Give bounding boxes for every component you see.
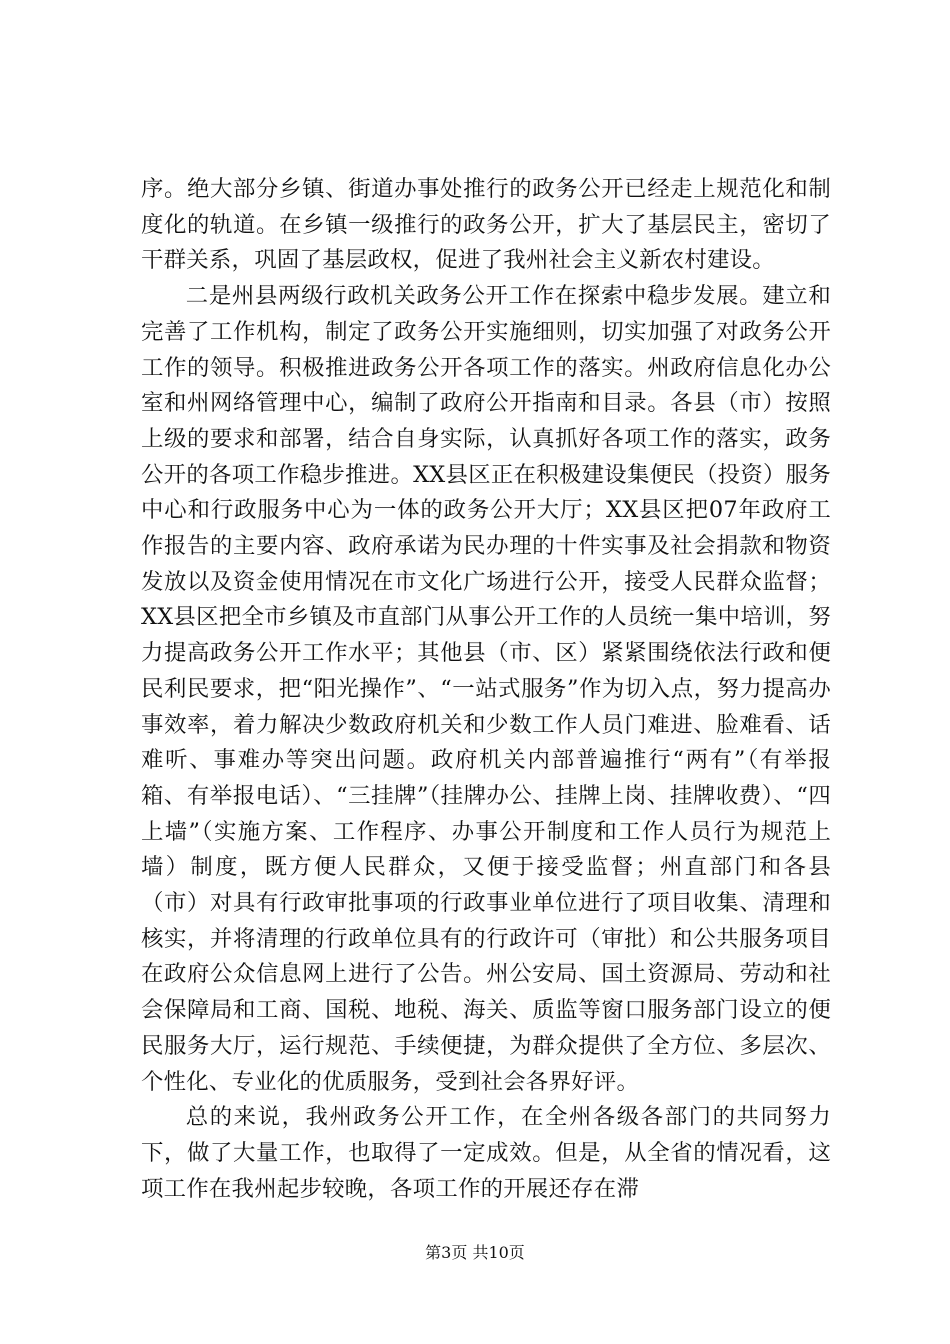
- paragraph-2: 二是州县两级行政机关政务公开工作在探索中稳步发展。建立和完善了工作机构，制定了政务公开实施细则，切实加强了对政务公开工作的领导。积极推进政务公开各项工作的落实。州政府信息化办公室和州网络管理中心，编制了政府公开指南和目录。各县（市）按照上级的要求和部署，结合自身实际，认真抓好各项工作的落实，政务公开的各项工作稳步推进。XX县区正在积极建设集便民（投资）服务中心和行政服务中心为一体的政务公开大厅；XX县区把07年政府工作报告的主要内容、政府承诺为民办理的十件实事及社会捐款和物资发放以及资金使用情况在市文化广场进行公开，接受人民群众监督；XX县区把全市乡镇及市直部门从事公开工作的人员统一集中培训，努力提高政务公开工作水平；其他县（市、区）紧紧围绕依法行政和便民利民要求，把“阳光操作”、“一站式服务”作为切入点，努力提高办事效率，着力解决少数政府机关和少数工作人员门难进、脸难看、话难听、事难办等突出问题。政府机关内部普遍推行“两有”（有举报箱、有举报电话）、“三挂牌”（挂牌办公、挂牌上岗、挂牌收费）、“四上墙”（实施方案、工作程序、办事公开制度和工作人员行为规范上墙）制度，既方便人民群众，又便于接受监督；州直部门和各县（市）对具有行政审批事项的行政事业单位进行了项目收集、清理和核实，并将清理的行政单位具有的行政许可（审批）和公共服务项目在政府公众信息网上进行了公告。州公安局、国土资源局、劳动和社会保障局和工商、国税、地税、海关、质监等窗口服务部门设立的便民服务大厅，运行规范、手续便捷，为群众提供了全方位、多层次、个性化、专业化的优质服务，受到社会各界好评。: [141, 283, 831, 1095]
- document-body: [141, 172, 831, 1207]
- paragraph-1: 序。绝大部分乡镇、街道办事处推行的政务公开已经走上规范化和制度化的轨道。在乡镇一级推行的政务公开，扩大了基层民主，密切了干群关系，巩固了基层政权，促进了我州社会主义新农村建设。: [141, 176, 831, 274]
- page-number-footer: 第3页 共10页: [425, 1243, 525, 1262]
- paragraph-3: 总的来说，我州政务公开工作，在全州各级各部门的共同努力下，做了大量工作，也取得了一定成效。但是，从全省的情况看，这项工作在我州起步较晚，各项工作的开展还存在滞: [141, 1104, 831, 1202]
